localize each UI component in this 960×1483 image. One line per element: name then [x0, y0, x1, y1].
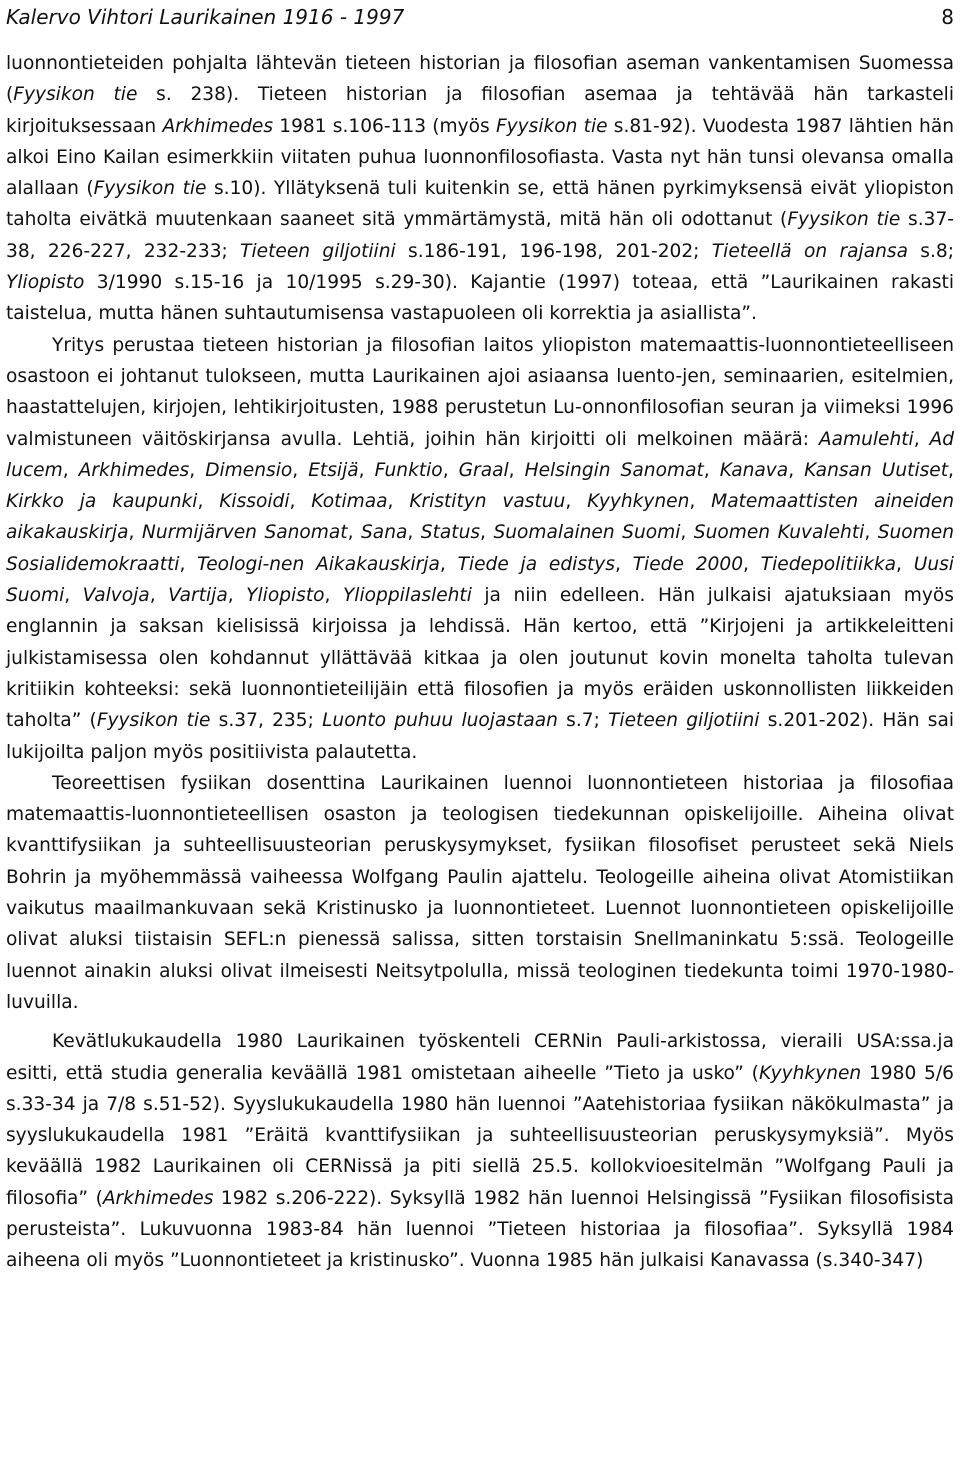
text-run: , [62, 459, 79, 481]
text-run: Teoreettisen fysiikan dosenttina Laurikainen luennoi luonnontieteen historiaa ja filosofiaa matemaattis-luonnontieteellisen osaston ja teologisen tiedekunnan opiskelijoille. Aiheina olivat kvanttifysiikan ja suhteellisuusteorian peruskysymykset, fysiikan filosofiset perusteet sekä Niels Bohrin ja myöhemmässä vaiheessa Wolfgang Paulin ajattelu. Teologeille aiheina olivat Atomistiikan vaikutus maailmankuvaan sekä Kristinusko ja luonnontieteet. Luennot luonnontieteen opiskelijoille olivat aluksi tiistaisin SEFL:n pienessä salissa, sitten torstaisin Snellmaninkatu 5:ssä. Teologeille luennot ainakin aluksi olivat ilmeisesti Neitsytpolulla, missä teologinen tiedekunta toimi 1970-1980-luvuilla. [6, 772, 954, 1013]
text-run: 1981 s.106-113 (myös [273, 115, 496, 137]
text-run: 1980 5/6 s.33-34 ja 7/8 s.51-52). Syyslukukaudella 1980 hän luennoi ”Aatehistoriaa fysiikan näkökulmasta” ja syyslukukaudella 1981 ”Eräitä kvanttifysiikan ja suhteellisuusteorian peruskysymyksiä”. Myös keväällä 1982 Laurikainen oli CERNissä ja piti siellä 25.5. kollokvioesitelmän ”Wolfgang Pauli ja filosofia” ( [6, 1062, 954, 1209]
header-title: Kalervo Vihtori Laurikainen 1916 - 1997 [6, 5, 405, 29]
italic-citation: Funktio [374, 459, 443, 481]
text-run: , [703, 459, 720, 481]
text-run: , [387, 491, 410, 513]
text-run: , [149, 585, 169, 607]
text-run: Kevätlukukaudella 1980 Laurikainen työskenteli CERNin Pauli-arkistossa, vieraili USA:ssa.ja esitti, että studia generalia keväällä 1981 omistetaan aiheelle ”Tieto ja usko” ( [6, 1031, 954, 1084]
italic-citation: Tieteen giljotiini [240, 240, 396, 262]
paragraph [6, 768, 954, 1018]
text-run: 3/1990 s.15-16 ja 10/1995 s.29-30). Kajantie (1997) toteaa, että ”Laurikainen rakasti taistelua, mutta hänen suhtautumisensa vastapuoleen oli korrektia ja asiallista”. [6, 272, 954, 325]
text-run: , [197, 491, 220, 513]
italic-citation: Status [420, 522, 481, 544]
italic-citation: Kristityn vastuu [409, 491, 566, 513]
text-run: s.201-202). Hän sai lukijoilta paljon myös positiivista palautetta. [6, 710, 955, 763]
italic-citation: Vartija [168, 585, 228, 607]
italic-citation: Kotimaa [311, 491, 388, 513]
italic-citation: Fyysikon tie [495, 115, 608, 137]
italic-citation: Dimensio [205, 459, 293, 481]
text-run: s.37, 235; [210, 710, 323, 732]
text-run: , [64, 585, 83, 607]
italic-citation: Suomalainen Suomi [493, 522, 681, 544]
text-run: , [680, 522, 694, 544]
italic-citation: Kyyhkynen [758, 1062, 862, 1084]
italic-citation: Ylioppilaslehti [342, 585, 472, 607]
text-run: , [442, 459, 459, 481]
text-run: , [407, 522, 421, 544]
text-run: , [289, 491, 312, 513]
italic-citation: Tiede ja edistys [457, 553, 615, 575]
text-run: Yritys perustaa tieteen historian ja filosofian laitos yliopiston matemaattis-luonnontieteelliseen osastoon ei johtanut tulokseen, mutta Laurikainen ajoi asiaansa luento-jen, seminaarien, esitelmien, haastattelujen, kirjojen, lehtikirjoitusten, 1988 perustetun Lu-onnonfilosofian seuran ja viimeksi 1996 valmistuneen väitöskirjansa avulla. Lehtiä, joihin hän kirjoitti oli melkoinen määrä: [6, 334, 954, 450]
italic-citation: Kyyhkynen [587, 491, 690, 513]
italic-citation: Fyysikon tie [93, 178, 207, 200]
paragraph [6, 330, 954, 768]
text-run: 1982 s.206-222). Syksyllä 1982 hän luennoi Helsingissä ”Fysiikan filosofisista perusteista”. Lukuvuonna 1983-84 hän luennoi ”Tieteen historiaa ja filosofiaa”. Syksyllä 1984 aiheena oli myös ”Luonnontieteet ja kristinusko”. Vuonna 1985 hän julkaisi Kanavassa (s.340-347) [6, 1187, 954, 1272]
italic-citation: Tiede 2000 [632, 553, 744, 575]
italic-citation: Tiedepolitiikka [760, 553, 897, 575]
italic-citation: Suomen Sosialidemokraatti [6, 522, 955, 575]
text-run: , [913, 428, 930, 450]
italic-citation: Matemaattisten aineiden aikakauskirja [6, 491, 955, 544]
text-run: , [128, 522, 142, 544]
text-run: , [896, 553, 914, 575]
text-run: , [565, 491, 588, 513]
text-run: s.8; [907, 240, 955, 262]
text-run: s.7; [557, 710, 609, 732]
italic-citation: Ad lucem [6, 428, 954, 481]
italic-citation: Sana [361, 522, 408, 544]
body-text [6, 48, 954, 1277]
text-run: , [948, 459, 954, 481]
text-run: ja niin edelleen. Hän julkaisi ajatuksiaan myös englannin ja saksan kielisissä kirjoissa ja lehdissä. Hän kertoo, että ”Kirjojeni ja artikkeleitteni julkistamisessa olen kohdannut yllättävää kitkaa ja olen joutunut kovin monelta taholta tulevan kritiikin kohteeksi: sekä luonnontieteilijäin että filosofien ja myös eräiden uskonnollisten liikkeiden taholta” ( [6, 585, 954, 732]
text-run: , [480, 522, 494, 544]
italic-citation: Suomen Kuvalehti [693, 522, 865, 544]
text-run: , [615, 553, 633, 575]
page-number: 8 [941, 5, 954, 29]
italic-citation: Etsijä [308, 459, 359, 481]
text-run: s. 238). Tieteen historian ja filosofian asemaa ja tehtävää hän tarkasteli kirjoituksessaan [6, 84, 954, 137]
text-run: , [788, 459, 805, 481]
text-run: , [324, 585, 343, 607]
text-run: , [689, 491, 712, 513]
italic-citation: Arkhimedes [78, 459, 190, 481]
text-run: s.81-92). Vuodesta 1987 lähtien hän alkoi Eino Kailan esimerkkiin viitaten puhua luonnonfilosofiasta. Vasta nyt hän tunsi olevansa omalla alallaan ( [6, 115, 955, 200]
italic-citation: Kansan Uutiset [804, 459, 949, 481]
italic-citation: Luonto puhuu luojastaan [322, 710, 558, 732]
italic-citation: Arkhimedes [102, 1187, 214, 1209]
italic-citation: Kissoidi [219, 491, 290, 513]
italic-citation: Valvoja [82, 585, 150, 607]
italic-citation: Yliopisto [246, 585, 325, 607]
text-run: , [189, 459, 206, 481]
italic-citation: Aamulehti [818, 428, 914, 450]
italic-citation: Kirkko ja kaupunki [6, 491, 198, 513]
text-run: , [439, 553, 458, 575]
text-run: , [864, 522, 878, 544]
text-run: s.186-191, 196-198, 201-202; [395, 240, 712, 262]
text-run: , [179, 553, 198, 575]
text-run: s.37-38, 226-227, 232-233; [6, 209, 954, 262]
running-header [6, 2, 954, 32]
text-run: luonnontieteiden pohjalta lähtevän tieteen historian ja filosofian aseman vankentamisen Suomessa ( [6, 53, 954, 106]
italic-citation: Uusi Suomi [6, 553, 954, 607]
italic-citation: Arkhimedes [162, 115, 274, 137]
italic-citation: Yliopisto [6, 272, 85, 294]
paragraph [6, 48, 954, 330]
italic-citation: Nurmijärven Sanomat [141, 522, 348, 544]
italic-citation: Kanava [719, 459, 789, 481]
italic-citation: Teologi-nen Aikakauskirja [197, 553, 440, 575]
text-run: , [292, 459, 309, 481]
text-run: , [743, 553, 761, 575]
italic-citation: Tieteellä on rajansa [711, 240, 908, 262]
paragraph [6, 1026, 954, 1276]
text-run: s.10). Yllätyksenä tuli kuitenkin se, että hänen pyrkimyksensä eivät yliopiston taholta eivätkä muutenkaan saaneet sitä ymmärtämystä, mitä hän oli odottanut ( [6, 178, 955, 231]
text-run: , [508, 459, 525, 481]
italic-citation: Fyysikon tie [96, 710, 211, 732]
italic-citation: Fyysikon tie [787, 209, 901, 231]
italic-citation: Graal [458, 459, 509, 481]
italic-citation: Helsingin Sanomat [524, 459, 704, 481]
italic-citation: Tieteen giljotiini [608, 710, 760, 732]
italic-citation: Fyysikon tie [13, 84, 138, 106]
text-run: , [358, 459, 375, 481]
text-run: , [227, 585, 247, 607]
text-run: , [347, 522, 361, 544]
